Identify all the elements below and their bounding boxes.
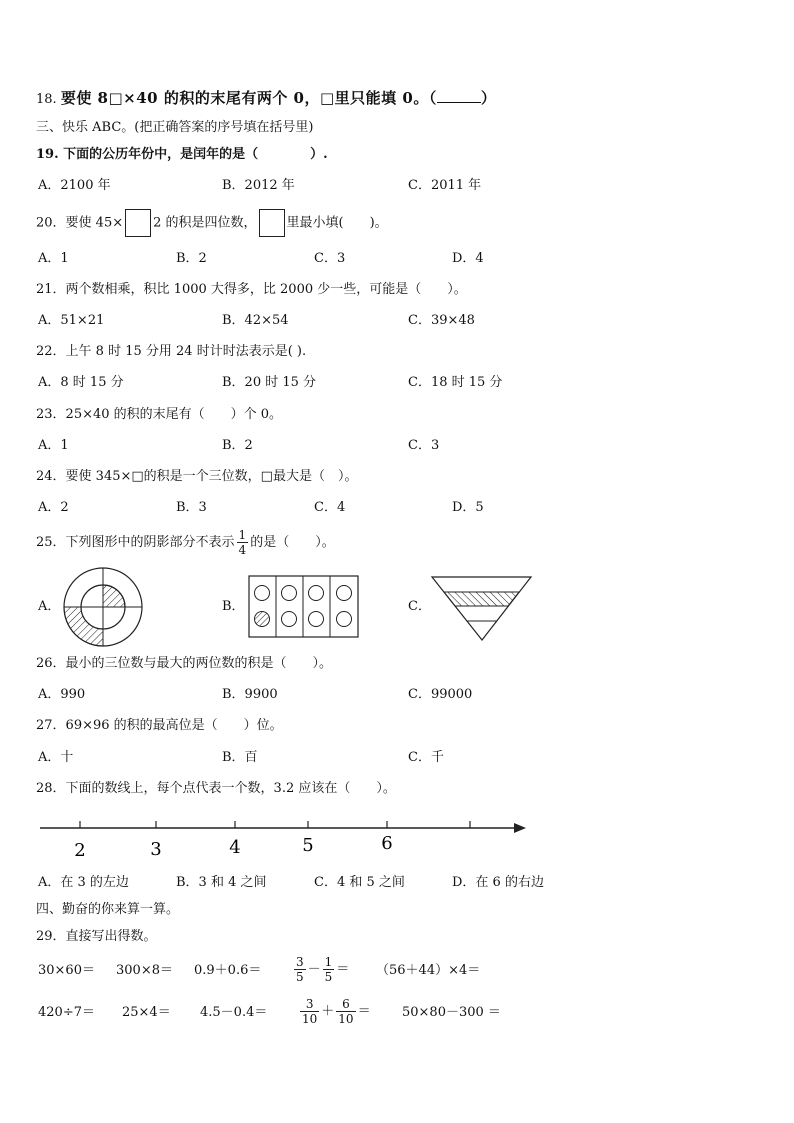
q25-option-a[interactable]: A． <box>38 599 61 614</box>
q26-option-b[interactable]: B．9900 <box>222 687 278 702</box>
q27-stem: 27．69×96 的积的最高位是（ ）位。 <box>36 718 283 733</box>
q19-option-a[interactable]: A．2100 年 <box>38 178 111 193</box>
q19-option-b[interactable]: B．2012 年 <box>222 178 295 193</box>
q28-stem: 28．下面的数线上，每个点代表一个数，3.2 应该在（ ）。 <box>36 781 396 796</box>
q20-post: 里最小填( )。 <box>286 215 388 231</box>
tick-label-2: 2 <box>74 840 86 861</box>
q22-option-a[interactable]: A．8 时 15 分 <box>38 375 124 390</box>
q24-option-c[interactable]: C．4 <box>314 500 346 515</box>
q22-option-c[interactable]: C．18 时 15 分 <box>408 375 503 390</box>
q20-box-2[interactable] <box>259 209 285 237</box>
section-4-heading: 四、勤奋的你来算一算。 <box>36 902 180 917</box>
q29-r2-expr-2: 25×4＝ <box>122 1005 171 1020</box>
q26-option-c[interactable]: C．99000 <box>408 687 473 702</box>
q29-r2-expr-5: 50×80－300 ＝ <box>402 1005 501 1020</box>
q28-option-b[interactable]: B．3 和 4 之间 <box>176 875 267 890</box>
q26-option-a[interactable]: A．990 <box>38 687 86 702</box>
q23-option-b[interactable]: B．2 <box>222 438 253 453</box>
q22-stem: 22．上午 8 时 15 分用 24 时计时法表示是( ). <box>36 344 307 359</box>
question-18 <box>36 88 496 109</box>
q25-post: 的是（ ）。 <box>250 535 335 550</box>
q29-r2-expr-3: 4.5－0.4＝ <box>200 1005 268 1020</box>
q20-mid: 2 的积是四位数， <box>153 215 257 231</box>
q28-number-line <box>36 814 532 862</box>
q25-stem <box>36 525 335 561</box>
q25-figure-b-rectangle-circles <box>248 575 360 639</box>
q20-option-c[interactable]: C．3 <box>314 251 346 266</box>
q18-close: ） <box>480 89 497 107</box>
q24-option-a[interactable]: A．2 <box>38 500 69 515</box>
q21-option-c[interactable]: C．39×48 <box>408 313 475 328</box>
q18-number: 18. <box>36 92 57 107</box>
q25-option-c[interactable]: C． <box>408 599 431 614</box>
q29-r2-fraction-expr: $\frac{3}{10}$ ＋ $\frac{6}{10}$ ＝ <box>302 997 371 1026</box>
q24-option-d[interactable]: D．5 <box>452 500 484 515</box>
q22-option-b[interactable]: B．20 时 15 分 <box>222 375 317 390</box>
q24-stem: 24．要使 345×□的积是一个三位数，□最大是（ ）。 <box>36 469 358 484</box>
q27-option-c[interactable]: C．千 <box>408 750 444 765</box>
q23-option-a[interactable]: A．1 <box>38 438 69 453</box>
q19-stem: 19. 下面的公历年份中，是闰年的是（ ）. <box>36 147 328 162</box>
q28-option-d[interactable]: D．在 6 的右边 <box>452 875 544 890</box>
q28-option-a[interactable]: A．在 3 的左边 <box>38 875 129 890</box>
q18-text: 要使 8□×40 的积的末尾有两个 0，□里只能填 0。（ <box>60 89 437 107</box>
q29-r1-expr-5: （56＋44）×4＝ <box>376 963 481 978</box>
q29-r1-expr-3: 0.9＋0.6＝ <box>194 963 262 978</box>
q29-r1-expr-1: 30×60＝ <box>38 963 95 978</box>
q21-stem: 21．两个数相乘，积比 1000 大得多，比 2000 少一些，可能是（ ）。 <box>36 282 467 297</box>
q19-option-c[interactable]: C．2011 年 <box>408 178 482 193</box>
q29-r1-expr-2: 300×8＝ <box>116 963 173 978</box>
q29-r1-fraction-expr: $\frac{3}{5}$ － $\frac{1}{5}$ ＝ <box>296 955 350 984</box>
section-3-heading: 三、快乐 ABC。(把正确答案的序号填在括号里) <box>36 120 314 135</box>
q28-option-c[interactable]: C．4 和 5 之间 <box>314 875 405 890</box>
q29-stem: 29．直接写出得数。 <box>36 929 157 944</box>
q27-option-b[interactable]: B．百 <box>222 750 258 765</box>
q26-stem: 26．最小的三位数与最大的两位数的积是（ ）。 <box>36 656 333 671</box>
q20-option-b[interactable]: B．2 <box>176 251 207 266</box>
q25-figure-a-concentric-circles <box>62 566 144 648</box>
q18-answer-blank[interactable] <box>437 88 481 103</box>
q24-option-b[interactable]: B．3 <box>176 500 207 515</box>
tick-label-6: 6 <box>381 833 393 854</box>
q27-option-a[interactable]: A．十 <box>38 750 74 765</box>
tick-label-4: 4 <box>229 837 241 858</box>
q20-option-a[interactable]: A．1 <box>38 251 69 266</box>
q25-option-b[interactable]: B． <box>222 599 245 614</box>
q25-figure-c-triangle <box>430 574 534 642</box>
q20-option-d[interactable]: D．4 <box>452 251 484 266</box>
q20-box-1[interactable] <box>125 209 151 237</box>
q25-pre: 25．下列图形中的阴影部分不表示 <box>36 535 235 550</box>
q20-stem <box>36 209 388 238</box>
q21-option-a[interactable]: A．51×21 <box>38 313 105 328</box>
tick-label-3: 3 <box>150 839 162 860</box>
q23-option-c[interactable]: C．3 <box>408 438 440 453</box>
q20-pre: 20．要使 45× <box>36 215 124 231</box>
q25-fraction: $\frac{1}{4}$ <box>238 528 247 557</box>
q29-r2-expr-1: 420÷7＝ <box>38 1005 95 1020</box>
tick-label-5: 5 <box>302 835 314 856</box>
q21-option-b[interactable]: B．42×54 <box>222 313 289 328</box>
q23-stem: 23．25×40 的积的末尾有（ ）个 0。 <box>36 407 283 422</box>
